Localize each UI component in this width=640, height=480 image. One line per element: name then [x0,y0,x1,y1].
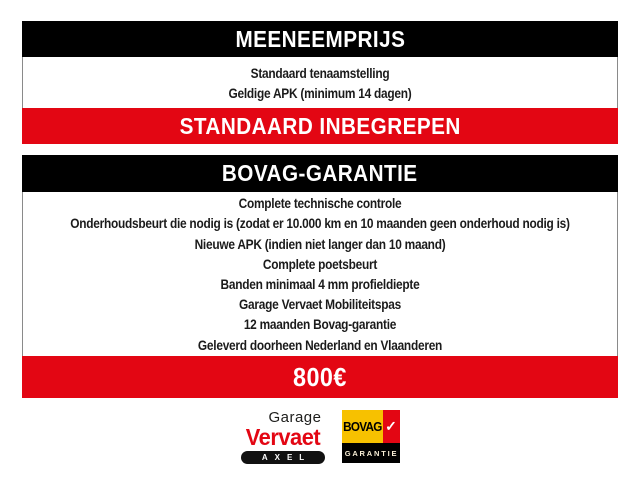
bovag-garantie-logo [342,410,400,463]
warranty-line: 12 maanden Bovag-garantie [243,316,397,333]
bovag-wordmark [342,410,383,443]
bovag-garantie-card [22,155,618,398]
vervaet-text: Vervaet [245,424,320,450]
warranty-line: Complete poetsbeurt [262,255,378,272]
axel-badge: AXEL [241,451,325,464]
garantie-label: GARANTIE [342,443,400,463]
warranty-line: Banden minimaal 4 mm profieldiepte [220,276,420,292]
warranty-line: Geleverd doorheen Nederland en Vlaanderen [197,336,443,353]
warranty-line: Garage Vervaet Mobiliteitspas [239,296,401,313]
bovag-garantie-body [22,192,618,356]
warranty-line: Nieuwe APK (indien niet langer dan 10 maand) [194,235,446,252]
info-line: Standaard tenaamstelling [250,64,390,81]
checkmark-icon: ✓ [383,410,400,443]
warranty-line: Complete technische controle [238,195,402,212]
price-banner [22,356,618,398]
meeneemprijs-card [22,21,618,144]
price-label: 800€ [293,361,347,392]
standaard-inbegrepen-label: STANDAARD INBEGREPEN [179,112,461,139]
garage-text: Garage [268,409,322,426]
bovag-garantie-header [22,155,618,192]
meeneemprijs-body [22,57,618,108]
footer-logos [0,410,640,464]
bovag-garantie-header-label: BOVAG-GARANTIE [222,160,418,186]
garage-vervaet-logo [241,410,325,464]
meeneemprijs-header [22,21,618,57]
meeneemprijs-header-label: MEENEEMPRIJS [235,25,405,52]
standaard-inbegrepen-banner [22,108,618,144]
bovag-wordmark-label: BOVAG [342,419,382,434]
bovag-logo-top [342,410,400,443]
info-line: Geldige APK (minimum 14 dagen) [228,84,412,101]
warranty-line: Onderhoudsbeurt die nodig is (zodat er 10.000 km en 10 maanden geen onderhoud nodig is) [70,215,570,232]
